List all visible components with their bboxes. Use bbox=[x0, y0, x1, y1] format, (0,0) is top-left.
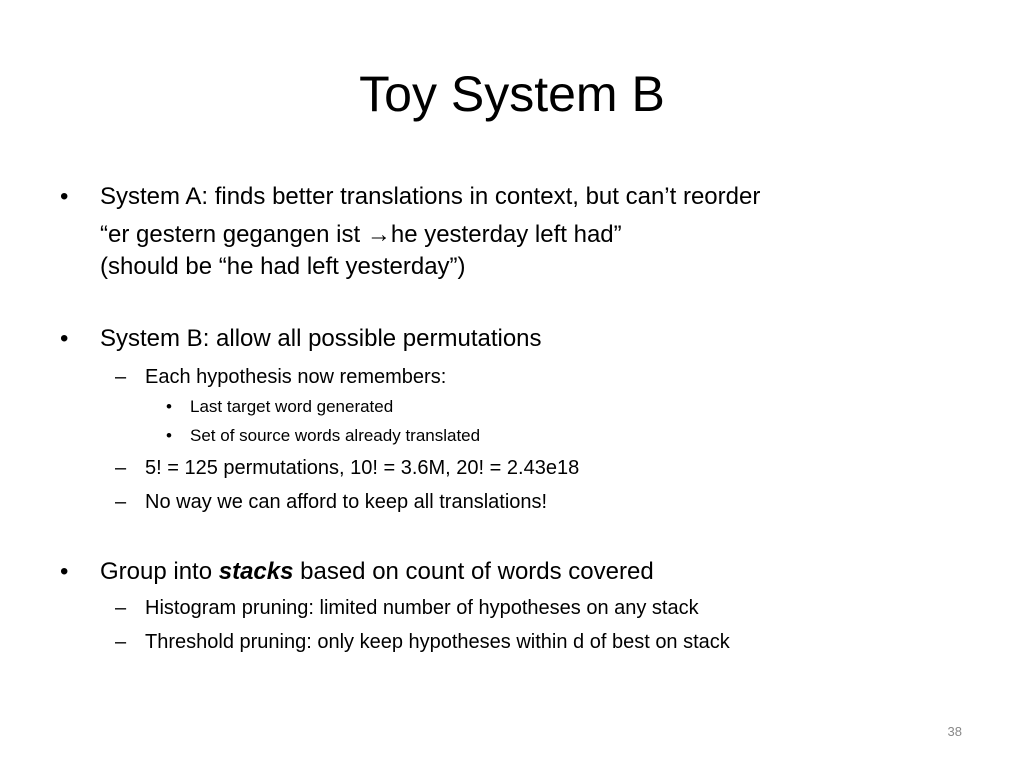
example-line bbox=[100, 220, 622, 250]
bullet-marker: • bbox=[60, 183, 69, 210]
bullet-marker: • bbox=[60, 325, 69, 352]
bullet-text-before: Group into bbox=[100, 558, 219, 585]
bullet-text: System A: finds better translations in context, but can’t reorder bbox=[100, 183, 761, 210]
sub-sub-bullet-text: Last target word generated bbox=[190, 397, 394, 416]
example-prefix: “er gestern gegangen ist bbox=[100, 221, 367, 248]
sub-bullet-text: Threshold pruning: only keep hypotheses within d of best on stack bbox=[145, 631, 730, 653]
correction-line: (should be “he had left yesterday”) bbox=[100, 253, 466, 280]
stacks-emphasis: stacks bbox=[218, 558, 294, 585]
bullet-marker: • bbox=[166, 397, 172, 416]
bullet-text-after: based on count of words covered bbox=[293, 558, 654, 585]
right-arrow-icon: → bbox=[366, 221, 391, 248]
dash-marker: – bbox=[115, 631, 127, 653]
sub-sub-bullet-text: Set of source words already translated bbox=[190, 426, 481, 445]
dash-marker: – bbox=[115, 491, 127, 513]
slide-title: Toy System B bbox=[359, 66, 665, 122]
page-number: 38 bbox=[947, 724, 962, 739]
sub-bullet-text: No way we can afford to keep all translations! bbox=[145, 491, 548, 513]
dash-marker: – bbox=[115, 366, 127, 388]
dash-marker: – bbox=[115, 457, 127, 479]
sub-bullet-text: 5! = 125 permutations, 10! = 3.6M, 20! = 2.43e18 bbox=[145, 457, 580, 479]
dash-marker: – bbox=[115, 597, 127, 619]
bullet-text bbox=[100, 557, 654, 587]
bullet-marker: • bbox=[60, 558, 69, 585]
bullet-marker: • bbox=[166, 426, 172, 445]
sub-bullet-text: Each hypothesis now remembers: bbox=[145, 366, 447, 388]
example-suffix: he yesterday left had” bbox=[390, 221, 622, 248]
bullet-text: System B: allow all possible permutations bbox=[100, 325, 542, 352]
sub-bullet-text: Histogram pruning: limited number of hypotheses on any stack bbox=[145, 597, 699, 619]
